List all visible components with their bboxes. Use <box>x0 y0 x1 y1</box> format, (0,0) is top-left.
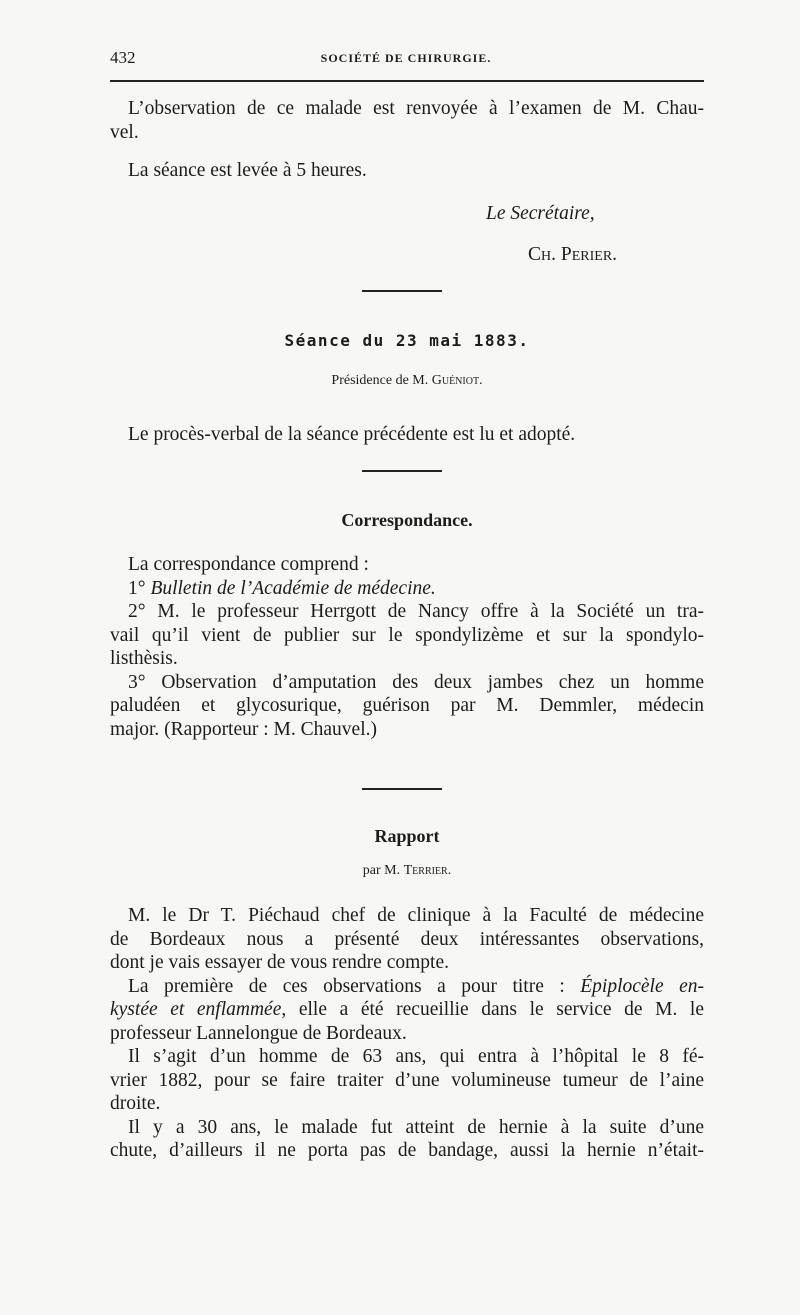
text-line: dont je vais essayer de vous rendre compte. <box>110 952 449 973</box>
text-line: Il y a 30 ans, le malade fut atteint de hernie à la suite d’une <box>128 1116 704 1138</box>
header-rule <box>110 80 704 82</box>
president-name: Guéniot <box>431 373 480 388</box>
text-line: droite. <box>110 1093 161 1114</box>
adjourn-line <box>110 159 704 183</box>
signature-role: Le Secrétaire, <box>486 203 595 224</box>
rapport-body <box>110 904 704 1163</box>
proces-verbal-line <box>110 423 704 447</box>
page-number: 432 <box>110 48 136 67</box>
text-line: L’observation de ce malade est renvoyée à l’examen de M. Chau- <box>128 98 704 119</box>
text-line: listhèsis. <box>110 648 178 669</box>
rapport-title: Rapport <box>374 826 440 846</box>
text-line: paludéen et glycosurique, guérison par M. Demmler, médecin <box>110 695 704 716</box>
correspondance-title: Correspondance. <box>341 510 473 530</box>
rapport-author: Terrier <box>403 863 448 878</box>
separator-rule <box>362 788 442 790</box>
running-head <box>110 48 702 72</box>
text-line: vail qu’il vient de publier sur le spondylizème et sur la spondylo- <box>110 624 704 646</box>
closing-paragraph <box>110 97 704 144</box>
text-line: vrier 1882, pour se faire traiter d’une volumineuse tumeur de l’aine <box>110 1069 704 1091</box>
text-line: de Bordeaux nous a présenté deux intéressantes observations, <box>110 928 704 950</box>
text-line: major. (Rapporteur : M. Chauvel.) <box>110 718 377 740</box>
text-line: vel. <box>110 121 139 143</box>
text-line: La correspondance comprend : <box>128 554 369 575</box>
text-line: La première de ces observations a pour titre : Épiplocèle en- <box>128 975 704 997</box>
list-item: 1° Bulletin de l’Académie de médecine. <box>128 577 436 599</box>
text-line: professeur Lannelongue de Bordeaux. <box>110 1022 407 1044</box>
list-item: 3° Observation d’amputation des deux jambes chez un homme <box>128 671 704 693</box>
text-line: Le procès-verbal de la séance précédente est lu et adopté. <box>128 424 576 445</box>
seance-title: Séance du 23 mai 1883. <box>284 331 530 350</box>
running-title: SOCIÉTÉ DE CHIRURGIE. <box>320 51 492 65</box>
separator-rule <box>362 290 442 292</box>
signature-name: Ch. Perier. <box>528 244 618 265</box>
correspondance-body <box>110 553 704 741</box>
list-item: 2° M. le professeur Herrgott de Nancy offre à la Société un tra- <box>128 601 704 622</box>
rapport-author-line: par M. Terrier. <box>362 863 452 878</box>
text-line: Il s’agit d’un homme de 63 ans, qui entra à l’hôpital le 8 fé- <box>128 1046 704 1067</box>
separator-rule <box>362 470 442 472</box>
presidence-line: Présidence de M. Guéniot. <box>331 373 483 388</box>
text-line: kystée et enflammée, elle a été recueillie dans le service de M. le <box>110 999 704 1020</box>
text-line: chute, d’ailleurs il ne porta pas de bandage, aussi la hernie n’était- <box>110 1140 704 1161</box>
text-line: La séance est levée à 5 heures. <box>128 160 367 181</box>
text-line: M. le Dr T. Piéchaud chef de clinique à la Faculté de médecine <box>128 905 704 926</box>
